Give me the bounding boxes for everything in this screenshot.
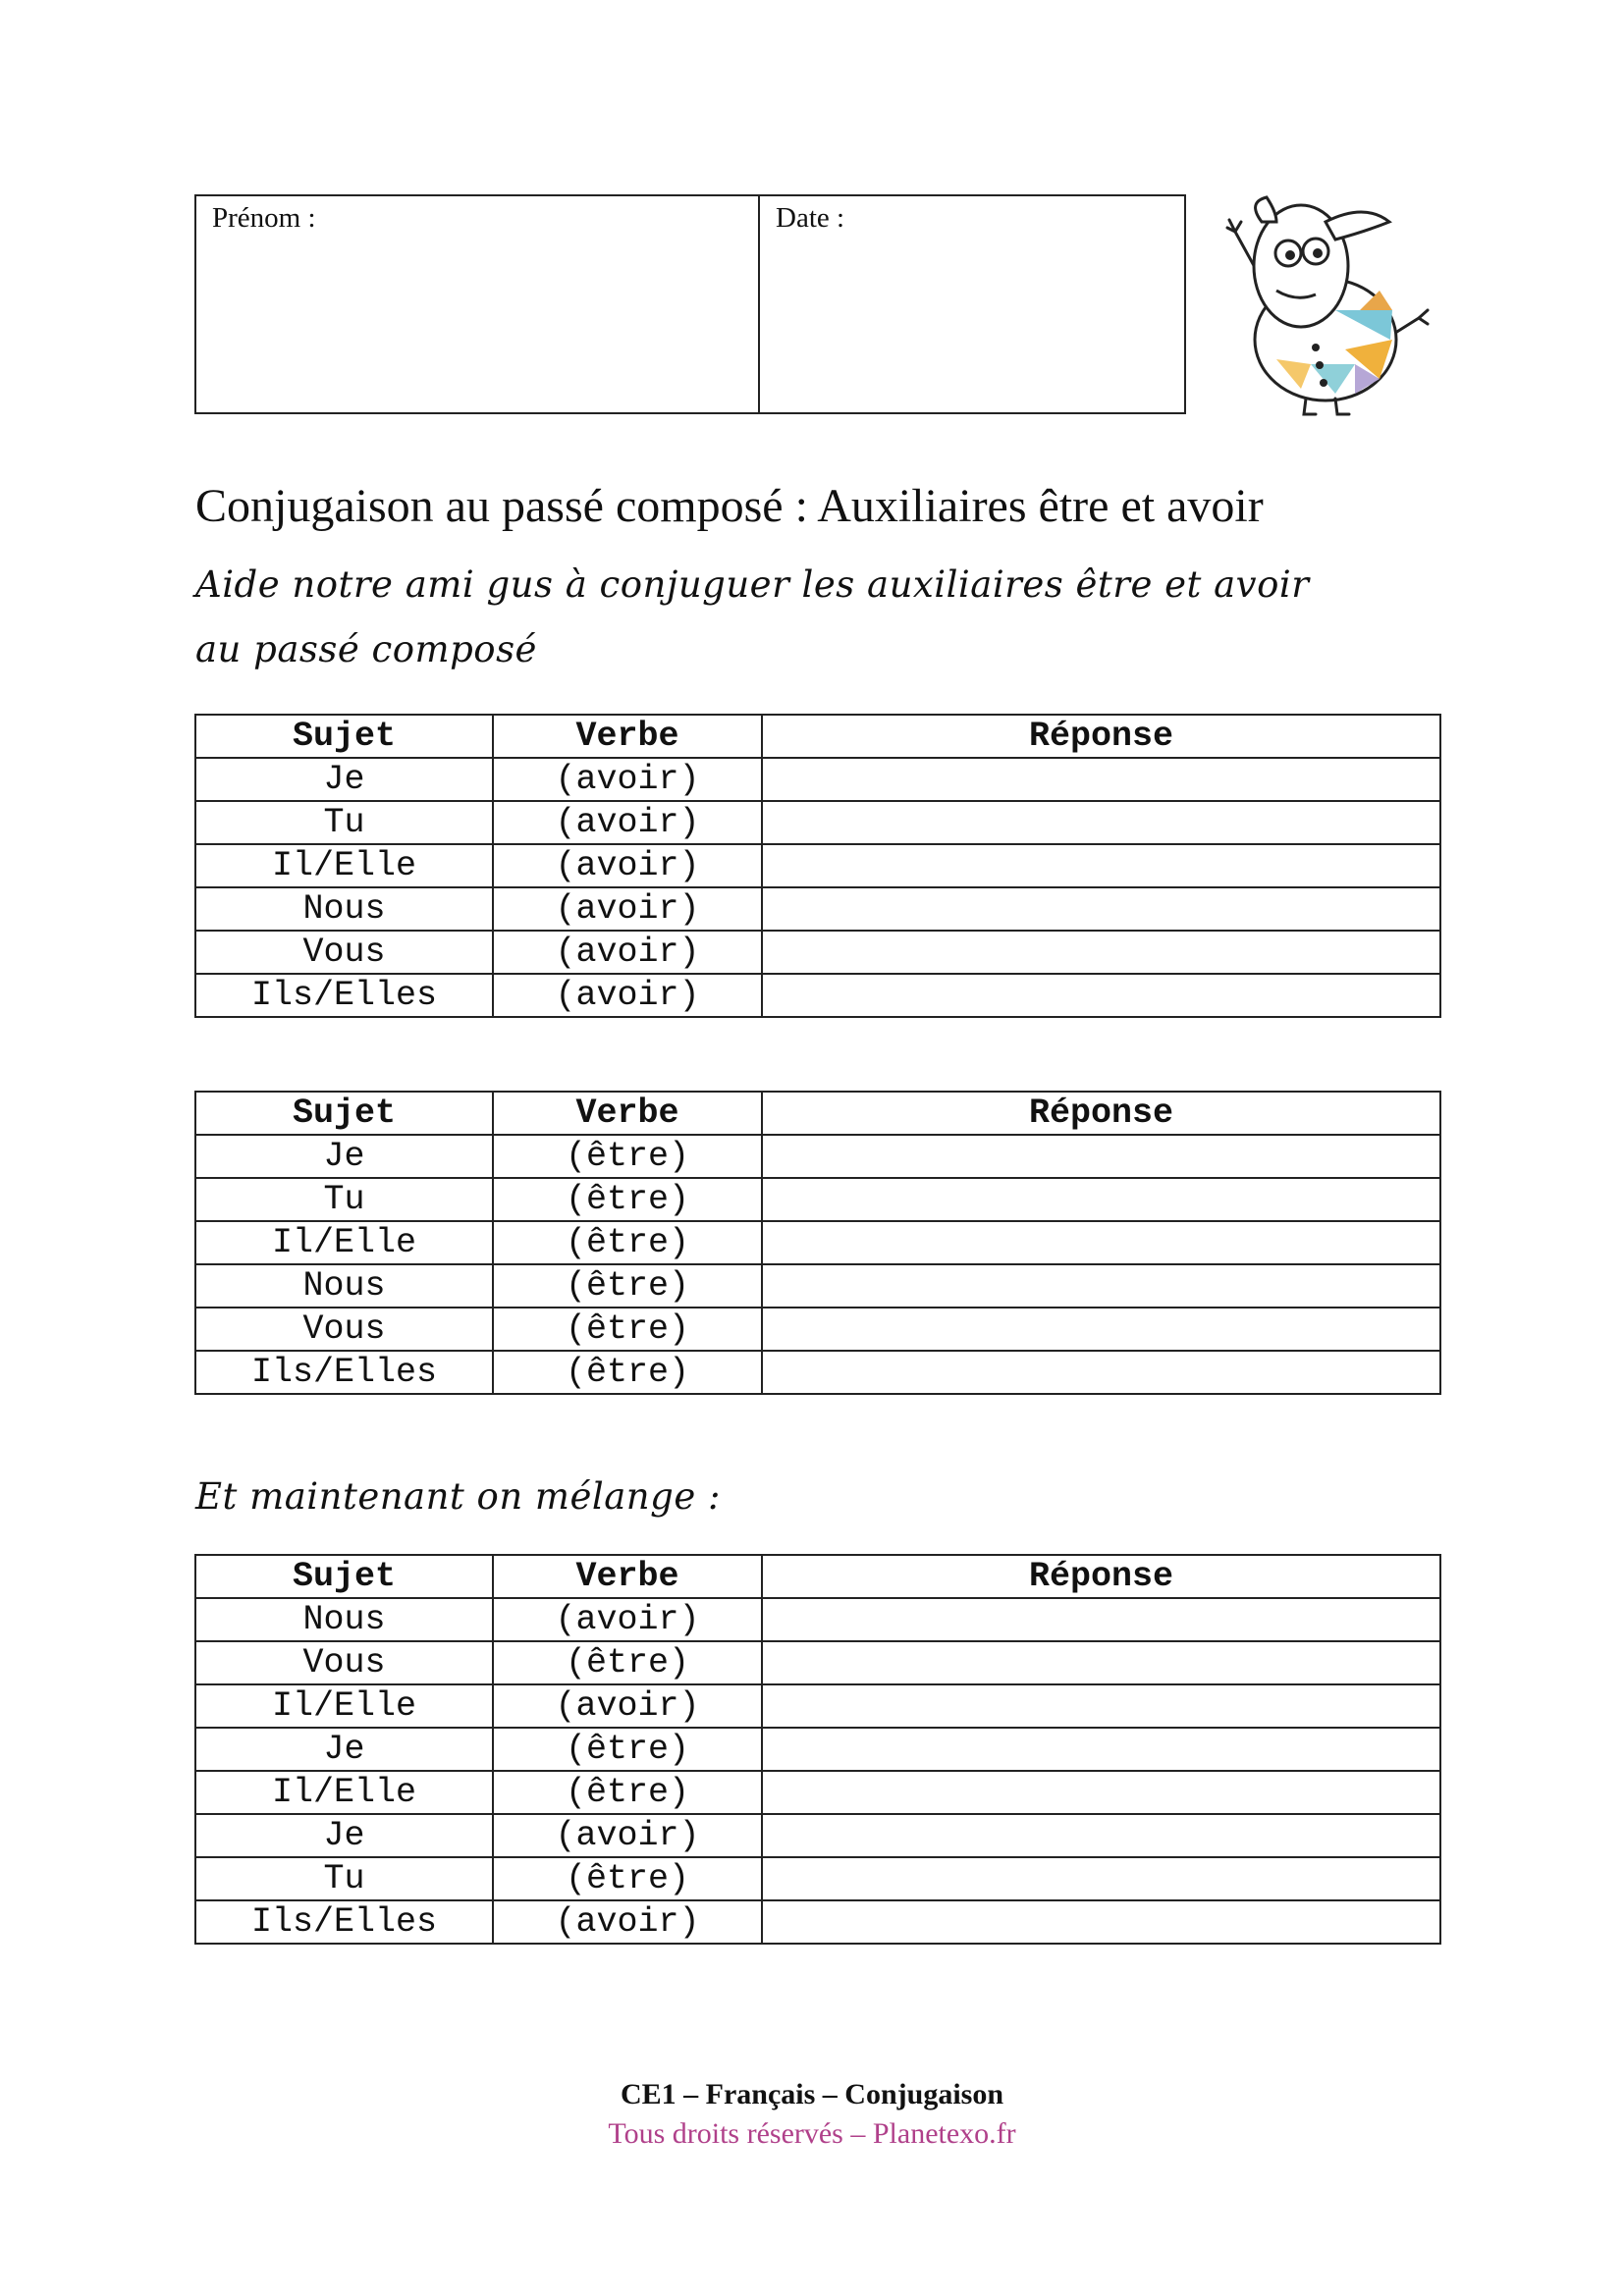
sujet-cell: Ils/Elles: [195, 1351, 493, 1394]
table-header-row: [195, 1092, 1440, 1135]
sheep-mascot-icon: [1218, 192, 1434, 418]
table-row: [195, 1857, 1440, 1900]
table-header-row: [195, 1555, 1440, 1598]
table-row: [195, 1771, 1440, 1814]
verbe-cell: (être): [493, 1178, 762, 1221]
sujet-cell: Il/Elle: [195, 1221, 493, 1264]
column-header-reponse: Réponse: [762, 1092, 1440, 1135]
verbe-cell: (être): [493, 1135, 762, 1178]
reponse-cell[interactable]: [762, 1135, 1440, 1178]
instruction-line-2: au passé composé: [195, 628, 537, 670]
reponse-cell[interactable]: [762, 1641, 1440, 1684]
verbe-cell: (avoir): [493, 1900, 762, 1944]
verbe-cell: (avoir): [493, 974, 762, 1017]
date-field[interactable]: [760, 196, 1184, 412]
column-header-verbe: Verbe: [493, 1092, 762, 1135]
reponse-cell[interactable]: [762, 1728, 1440, 1771]
table-row: [195, 844, 1440, 887]
reponse-cell[interactable]: [762, 1221, 1440, 1264]
table-row: [195, 1135, 1440, 1178]
table-row: [195, 758, 1440, 801]
sujet-cell: Nous: [195, 1264, 493, 1308]
table-row: [195, 1221, 1440, 1264]
verbe-cell: (avoir): [493, 931, 762, 974]
verbe-cell: (avoir): [493, 1598, 762, 1641]
table-row: [195, 974, 1440, 1017]
verbe-cell: (être): [493, 1221, 762, 1264]
reponse-cell[interactable]: [762, 1598, 1440, 1641]
reponse-cell[interactable]: [762, 1771, 1440, 1814]
table-row: [195, 1814, 1440, 1857]
sujet-cell: Vous: [195, 931, 493, 974]
sujet-cell: Je: [195, 1135, 493, 1178]
sujet-cell: Je: [195, 1728, 493, 1771]
verbe-cell: (avoir): [493, 1814, 762, 1857]
verbe-cell: (être): [493, 1771, 762, 1814]
table-row: [195, 801, 1440, 844]
table-row: [195, 1641, 1440, 1684]
table-row: [195, 931, 1440, 974]
sujet-cell: Vous: [195, 1641, 493, 1684]
table-header-row: [195, 715, 1440, 758]
column-header-reponse: Réponse: [762, 715, 1440, 758]
sujet-cell: Nous: [195, 887, 493, 931]
sujet-cell: Il/Elle: [195, 1684, 493, 1728]
verbe-cell: (être): [493, 1308, 762, 1351]
reponse-cell[interactable]: [762, 1684, 1440, 1728]
table-row: [195, 1598, 1440, 1641]
column-header-reponse: Réponse: [762, 1555, 1440, 1598]
reponse-cell[interactable]: [762, 1308, 1440, 1351]
sujet-cell: Tu: [195, 801, 493, 844]
sujet-cell: Il/Elle: [195, 844, 493, 887]
sujet-cell: Vous: [195, 1308, 493, 1351]
verbe-cell: (être): [493, 1857, 762, 1900]
reponse-cell[interactable]: [762, 1900, 1440, 1944]
footer-level: CE1 – Français – Conjugaison: [620, 2078, 1004, 2110]
reponse-cell[interactable]: [762, 1264, 1440, 1308]
sujet-cell: Il/Elle: [195, 1771, 493, 1814]
reponse-cell[interactable]: [762, 758, 1440, 801]
column-header-sujet: Sujet: [195, 1092, 493, 1135]
table-row: [195, 1684, 1440, 1728]
conjugation-table-etre: [194, 1091, 1441, 1395]
table-row: [195, 1308, 1440, 1351]
table-row: [195, 1178, 1440, 1221]
sujet-cell: Je: [195, 1814, 493, 1857]
prenom-label: Prénom :: [212, 202, 316, 234]
sujet-cell: Tu: [195, 1178, 493, 1221]
verbe-cell: (être): [493, 1641, 762, 1684]
reponse-cell[interactable]: [762, 1351, 1440, 1394]
column-header-verbe: Verbe: [493, 1555, 762, 1598]
table-row: [195, 1900, 1440, 1944]
verbe-cell: (avoir): [493, 801, 762, 844]
table-row: [195, 1351, 1440, 1394]
conjugation-table-mixed: [194, 1554, 1441, 1945]
column-header-verbe: Verbe: [493, 715, 762, 758]
sujet-cell: Tu: [195, 1857, 493, 1900]
date-label: Date :: [776, 202, 845, 234]
reponse-cell[interactable]: [762, 1814, 1440, 1857]
verbe-cell: (avoir): [493, 1684, 762, 1728]
table-row: [195, 1264, 1440, 1308]
mix-section-label: Et maintenant on mélange :: [195, 1475, 721, 1518]
verbe-cell: (avoir): [493, 844, 762, 887]
reponse-cell[interactable]: [762, 844, 1440, 887]
sujet-cell: Je: [195, 758, 493, 801]
verbe-cell: (être): [493, 1264, 762, 1308]
column-header-sujet: Sujet: [195, 1555, 493, 1598]
conjugation-table-avoir: [194, 714, 1441, 1018]
reponse-cell[interactable]: [762, 801, 1440, 844]
table-row: [195, 1728, 1440, 1771]
table-row: [195, 887, 1440, 931]
footer-rights: Tous droits réservés – Planetexo.fr: [608, 2117, 1016, 2150]
sujet-cell: Nous: [195, 1598, 493, 1641]
reponse-cell[interactable]: [762, 1178, 1440, 1221]
reponse-cell[interactable]: [762, 931, 1440, 974]
prenom-field[interactable]: [196, 196, 760, 412]
verbe-cell: (avoir): [493, 887, 762, 931]
verbe-cell: (être): [493, 1351, 762, 1394]
name-date-box: [194, 194, 1186, 414]
sujet-cell: Ils/Elles: [195, 1900, 493, 1944]
reponse-cell[interactable]: [762, 1857, 1440, 1900]
verbe-cell: (avoir): [493, 758, 762, 801]
column-header-sujet: Sujet: [195, 715, 493, 758]
reponse-cell[interactable]: [762, 887, 1440, 931]
verbe-cell: (être): [493, 1728, 762, 1771]
reponse-cell[interactable]: [762, 974, 1440, 1017]
sujet-cell: Ils/Elles: [195, 974, 493, 1017]
page-title: Conjugaison au passé composé : Auxiliaires être et avoir: [195, 480, 1264, 532]
instruction-line-1: Aide notre ami gus à conjuguer les auxiliaires être et avoir: [195, 563, 1310, 606]
